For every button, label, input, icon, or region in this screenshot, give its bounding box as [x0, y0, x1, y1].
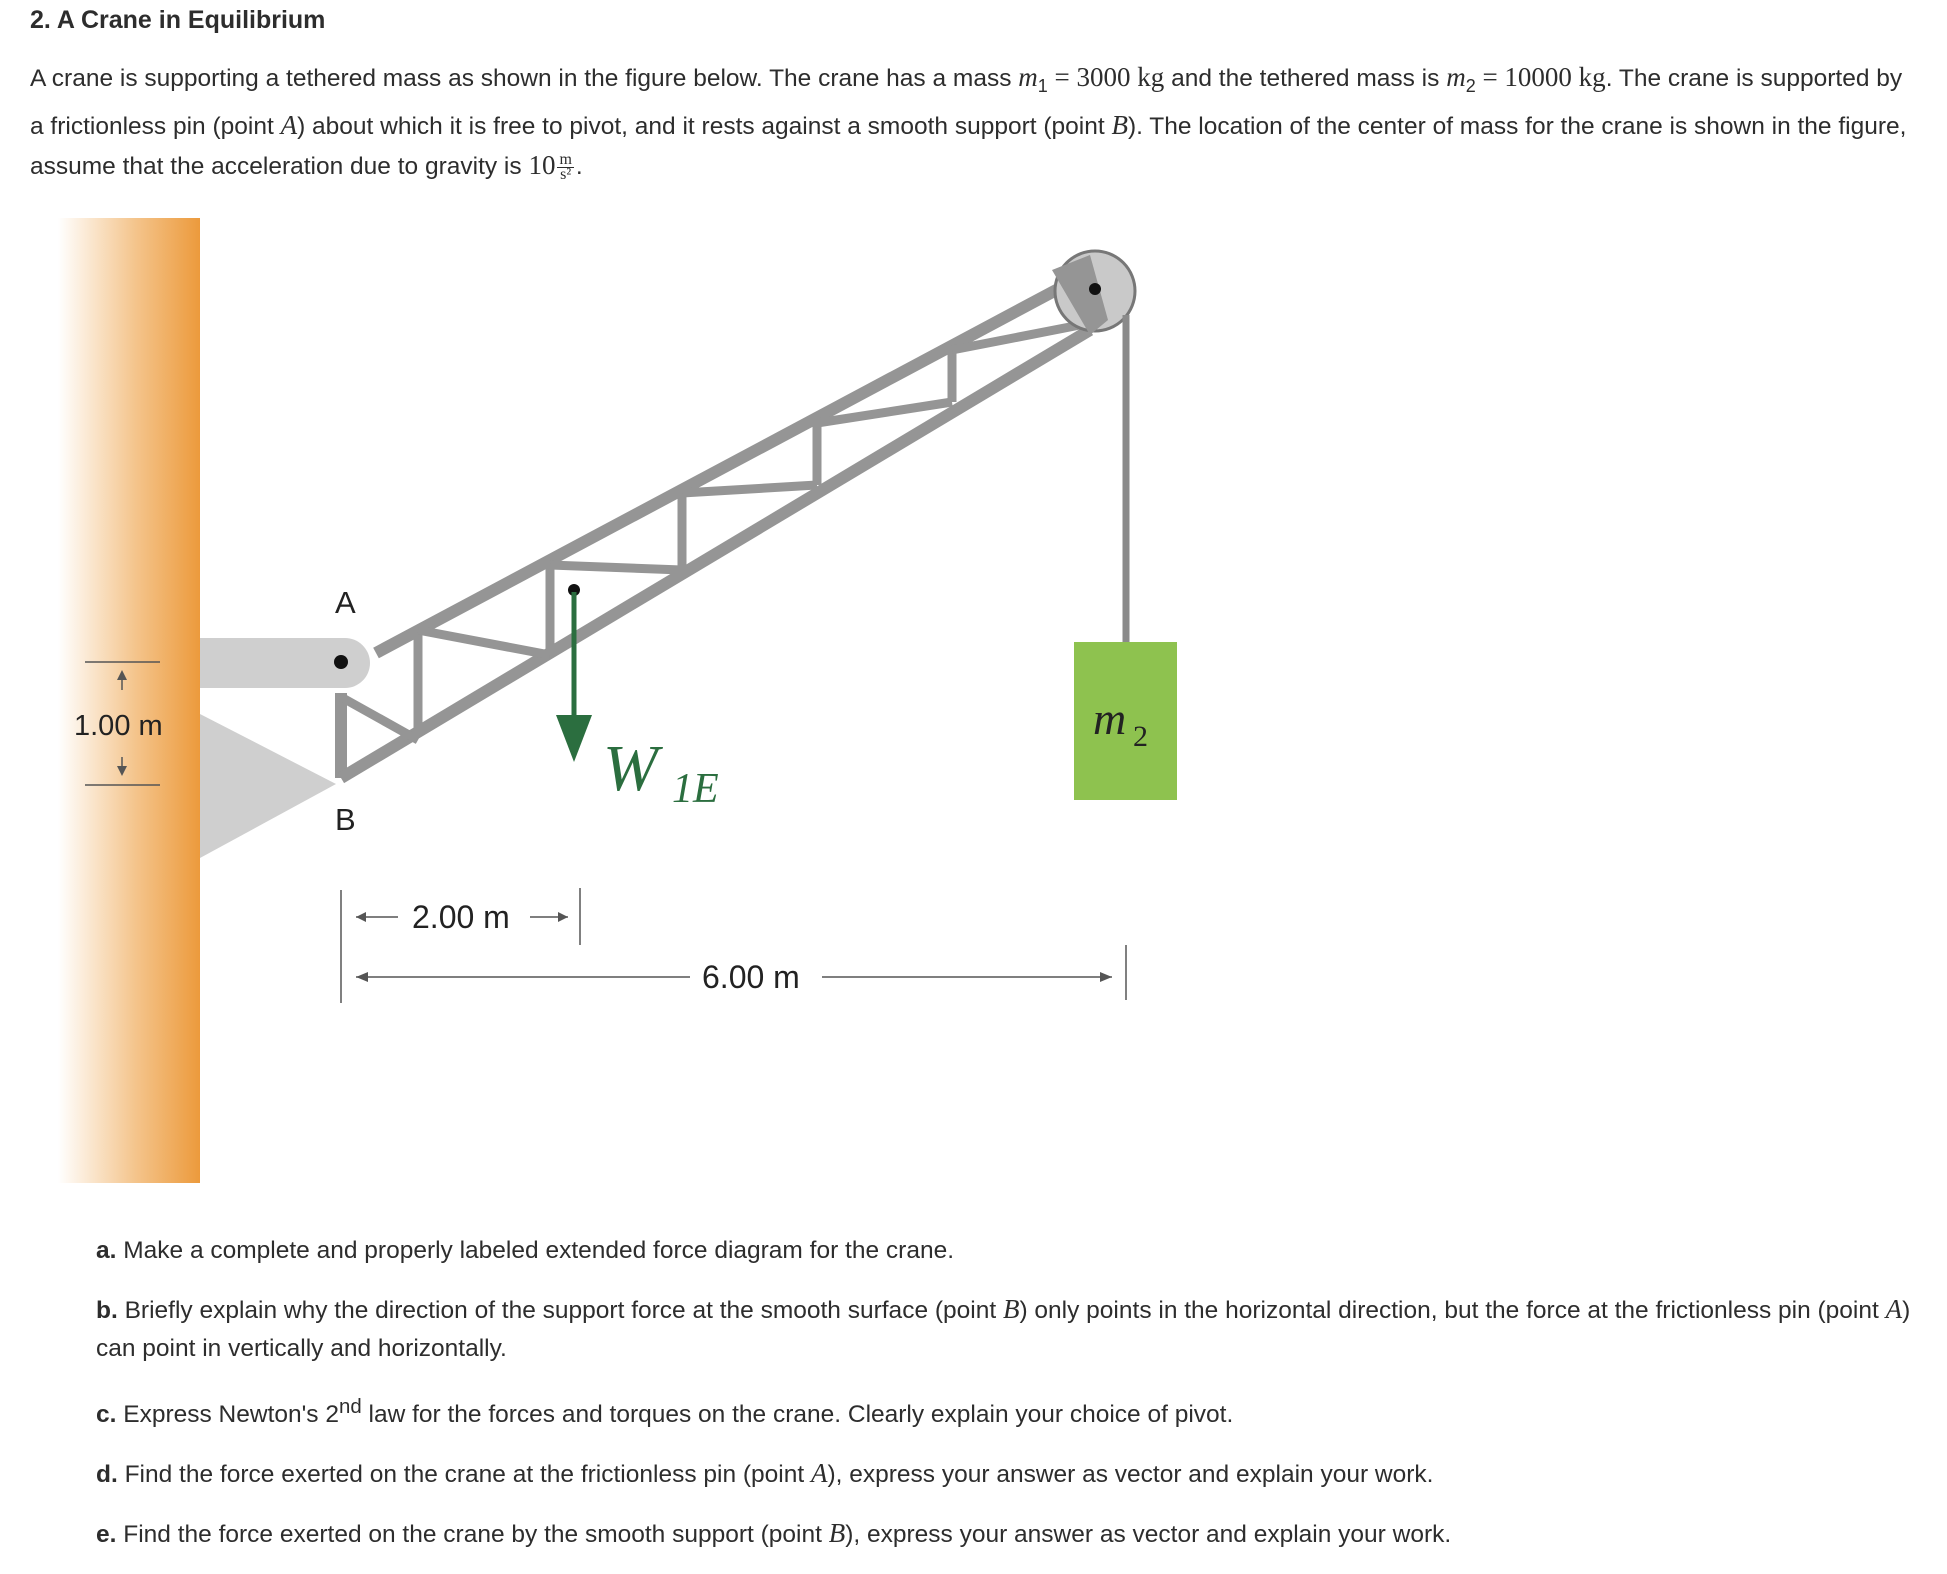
- truss-bottom-chord: [341, 330, 1090, 778]
- label-point-a: A: [335, 585, 356, 620]
- intro-text-6: .: [575, 152, 583, 180]
- weight-label-subscript: 1E: [672, 766, 719, 812]
- question-e-var-b: B: [828, 1518, 846, 1549]
- question-d-var-a: A: [810, 1458, 828, 1489]
- question-b-var-a: A: [1885, 1294, 1903, 1324]
- m1-symbol: m: [1018, 62, 1038, 92]
- truss-top-chord: [376, 280, 1075, 653]
- question-c: [96, 1388, 1916, 1434]
- point-b-symbol: B: [1111, 109, 1128, 140]
- gravity-unit-numerator: m: [559, 150, 572, 168]
- truss-diagonal-3: [550, 565, 682, 570]
- intro-text-1: A crane is supporting a tethered mass as shown in the figure below. The crane has a mass: [30, 65, 1019, 92]
- smooth-support: [200, 714, 336, 858]
- dim-com-right-arrow: [558, 912, 568, 922]
- question-d-text-1: Find the force exerted on the crane at the frictionless pin (point: [117, 1461, 811, 1489]
- m2-symbol: m: [1446, 62, 1466, 92]
- question-d: [96, 1454, 1916, 1494]
- truss-diagonal-4: [682, 485, 817, 493]
- intro-text-4: ) about which it is free to pivot, and it rests against a smooth support (point: [297, 112, 1112, 140]
- mass-label-subscript: 2: [1133, 720, 1148, 753]
- question-c-text-2: law for the forces and torques on the crane. Clearly explain your choice of pivot.: [361, 1401, 1234, 1429]
- question-e: [96, 1514, 1916, 1554]
- problem-statement: [30, 58, 1920, 186]
- question-d-letter: d.: [96, 1461, 118, 1489]
- dim-total-left-arrow: [356, 972, 368, 982]
- question-b-var-b: B: [1002, 1294, 1020, 1324]
- m1-value: = 3000 kg: [1047, 62, 1165, 92]
- m2-value: = 10000 kg: [1475, 62, 1606, 92]
- total-distance-dimension: [356, 945, 1126, 1000]
- gravity-value: 10: [528, 149, 556, 180]
- pulley-axle: [1089, 283, 1101, 295]
- question-e-text-2: ), express your answer as vector and explain your work.: [845, 1521, 1452, 1549]
- intro-text-3: . The crane is supported by a frictionless pin (point: [30, 65, 1903, 140]
- dim-total-right-arrow: [1100, 972, 1112, 982]
- dim-com-label: 2.00 m: [412, 899, 510, 935]
- question-b-text-1: Briefly explain why the direction of the support force at the smooth surface (point: [117, 1297, 1003, 1324]
- weight-arrow-head: [556, 715, 592, 762]
- question-b-letter: b.: [96, 1297, 118, 1324]
- intro-text-2: and the tethered mass is: [1164, 65, 1447, 92]
- weight-label: W: [603, 732, 658, 805]
- crane-diagram: [0, 200, 1947, 1190]
- question-c-text-1: Express Newton's 2: [116, 1401, 339, 1429]
- truss-diagonal-1: [341, 697, 418, 740]
- question-b-text-2: ) only points in the horizontal direction, but the force at the frictionless pin (point: [1019, 1297, 1886, 1324]
- m2-subscript: 2: [1465, 75, 1476, 96]
- m1-subscript: 1: [1037, 75, 1048, 96]
- pin-a-dot: [334, 655, 348, 669]
- question-e-letter: e.: [96, 1521, 117, 1549]
- crane-figure: [0, 200, 1947, 1190]
- point-a-symbol: A: [280, 109, 298, 140]
- truss-diagonal-2: [418, 630, 550, 655]
- problem-heading: 2. A Crane in Equilibrium: [30, 6, 326, 34]
- dim-com-left-arrow: [356, 912, 366, 922]
- intro-text-5: ). The location of the center of mass for the crane is shown in the figure, assume that the acceleration due to gravity is: [30, 112, 1907, 180]
- question-a: [96, 1232, 1916, 1270]
- wall: [58, 218, 200, 1183]
- crane-truss: [341, 280, 1090, 778]
- question-list: [96, 1232, 1916, 1574]
- height-dim-label: 1.00 m: [74, 710, 163, 742]
- dim-total-label: 6.00 m: [702, 959, 800, 995]
- question-e-text-1: Find the force exerted on the crane by the smooth support (point: [116, 1521, 829, 1549]
- com-distance-dimension: [341, 888, 580, 1003]
- question-b-text-3: ) can point in vertically and horizontally.: [96, 1297, 1911, 1362]
- question-c-letter: c.: [96, 1401, 117, 1429]
- question-a-letter: a.: [96, 1237, 117, 1264]
- label-point-b: B: [335, 802, 356, 837]
- mass-label: m: [1093, 693, 1127, 744]
- question-d-text-2: ), express your answer as vector and explain your work.: [827, 1461, 1434, 1489]
- gravity-units: [557, 150, 573, 183]
- question-c-superscript: nd: [338, 1396, 362, 1418]
- question-b: [96, 1290, 1916, 1368]
- gravity-unit-denominator: s²: [560, 165, 572, 183]
- question-a-text: Make a complete and properly labeled extended force diagram for the crane.: [116, 1237, 955, 1264]
